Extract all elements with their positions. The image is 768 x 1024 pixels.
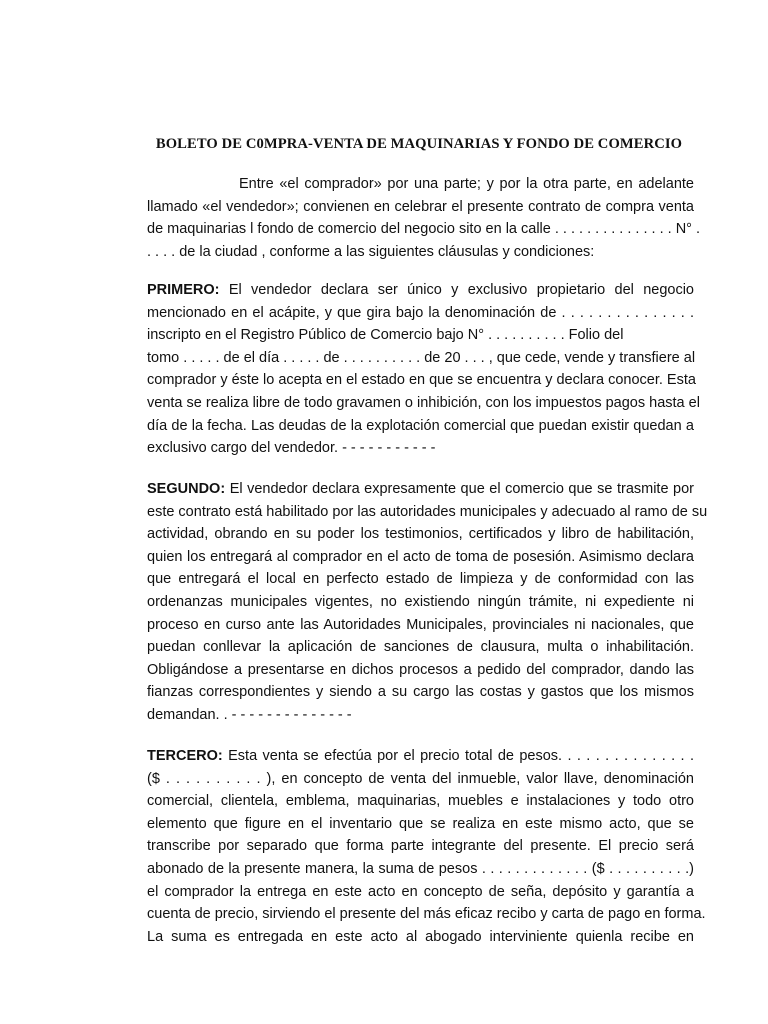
clause-tercero-line-6: abonado de la presente manera, la suma de pesos . . . . . . . . . . . . . ($ . . . . . . . . . .) (147, 860, 694, 877)
clause-tercero-line-2: ($ . . . . . . . . . . ), en concepto de venta del inmueble, valor llave, denominación (147, 770, 694, 787)
clause-tercero-line-1 (147, 745, 694, 768)
intro-line-2: llamado «el vendedor»; convienen en celebrar el presente contrato de compra venta (147, 198, 694, 215)
clause-segundo-line-3: actividad, obrando en su poder los testimonios, certificados y libro de habilitación, (147, 526, 694, 543)
clause-segundo-line-7: proceso en curso ante las Autoridades Municipales, provinciales ni nacionales, que (147, 616, 694, 633)
clause-primero-line-1-text: El vendedor declara ser único y exclusivo propietario del negocio (228, 282, 694, 298)
clause-segundo-line-4: quien los entregará al comprador en el acto de toma de posesión. Asimismo declara (147, 548, 694, 565)
clause-segundo-line-1-text: El vendedor declara expresamente que el comercio que se trasmite por (229, 481, 695, 497)
clause-primero-label: PRIMERO: (147, 282, 220, 298)
clause-segundo-line-2: este contrato está habilitado por las autoridades municipales y adecuado al ramo de su (147, 503, 708, 520)
clause-primero-line-6: venta se realiza libre de todo gravamen o inhibición, con los impuestos pagos hasta el (147, 394, 700, 411)
intro-line-3: de maquinarias l fondo de comercio del negocio sito en la calle . . . . . . . . . . . . . . . N° . (147, 221, 701, 238)
clause-primero-line-4: tomo . . . . . de el día . . . . . de . . . . . . . . . . de 20 . . . , que cede, vende y transfiere al (147, 349, 696, 366)
intro-paragraph (147, 173, 701, 263)
clause-primero-line-1 (147, 279, 694, 302)
clause-segundo-line-10: fianzas correspondientes y siendo a su cargo las costas y gastos que los mismos (147, 684, 694, 701)
clause-tercero-line-8: cuenta de precio, sirviendo el presente del más eficaz recibo y carta de pago en forma. (147, 906, 706, 923)
clause-segundo (147, 478, 708, 727)
clause-tercero-line-1-text: Esta venta se efectúa por el precio total de pesos. . . . . . . . . . . . . . . (228, 748, 694, 764)
clause-tercero-line-4: elemento que figure en el inventario que se realiza en este mismo acto, que se (147, 815, 694, 832)
clause-primero-line-5: comprador y éste lo acepta en el estado en que se encuentra y declara conocer. Esta (147, 372, 696, 389)
intro-line-1 (147, 173, 694, 196)
clause-segundo-line-6: ordenanzas municipales vigentes, no existiendo ningún trámite, ni expediente ni (147, 593, 694, 610)
clause-primero (147, 279, 700, 460)
clause-tercero-label: TERCERO: (147, 748, 223, 764)
clause-segundo-line-8: puedan conllevar la aplicación de sanciones de clausura, multa o inhabilitación. (147, 639, 694, 656)
clause-primero-line-2: mencionado en el acápite, y que gira bajo la denominación de . . . . . . . . . . . . . . . (147, 304, 694, 321)
clause-tercero-line-3: comercial, clientela, emblema, maquinarias, muebles e instalaciones y todo otro (147, 793, 694, 810)
clause-segundo-line-9: Obligándose a presentarse en dichos procesos a pedido del comprador, dando las (147, 661, 694, 678)
clause-segundo-line-5: que entregará el local en perfecto estado de limpieza y de conformidad con las (147, 571, 694, 588)
document-title: BOLETO DE C0MPRA-VENTA DE MAQUINARIAS Y FONDO DE COMERCIO (155, 136, 683, 152)
intro-line-4: . . . . de la ciudad , conforme a las siguientes cláusulas y condiciones: (147, 243, 595, 260)
intro-line-1-text: Entre «el comprador» por una parte; y por la otra parte, en adelante (239, 176, 694, 192)
clause-tercero-line-9: La suma es entregada en este acto al abogado interviniente quienla recibe en (147, 928, 694, 945)
clause-primero-line-3: inscripto en el Registro Público de Comercio bajo N° . . . . . . . . . . Folio del (147, 327, 624, 344)
clause-segundo-label: SEGUNDO: (147, 481, 226, 497)
clause-tercero (147, 745, 706, 948)
clause-primero-line-8: exclusivo cargo del vendedor. - - - - - - - - - - - (147, 440, 436, 457)
clause-segundo-line-11: demandan. . - - - - - - - - - - - - - - (147, 706, 352, 723)
clause-segundo-line-1 (147, 478, 694, 501)
clause-tercero-line-5: transcribe por separado que forma parte integrante del presente. El precio será (147, 838, 694, 855)
clause-tercero-line-7: el comprador la entrega en este acto en concepto de seña, depósito y garantía a (147, 883, 694, 900)
clause-primero-line-7: día de la fecha. Las deudas de la explotación comercial que puedan existir quedan a (147, 417, 694, 434)
